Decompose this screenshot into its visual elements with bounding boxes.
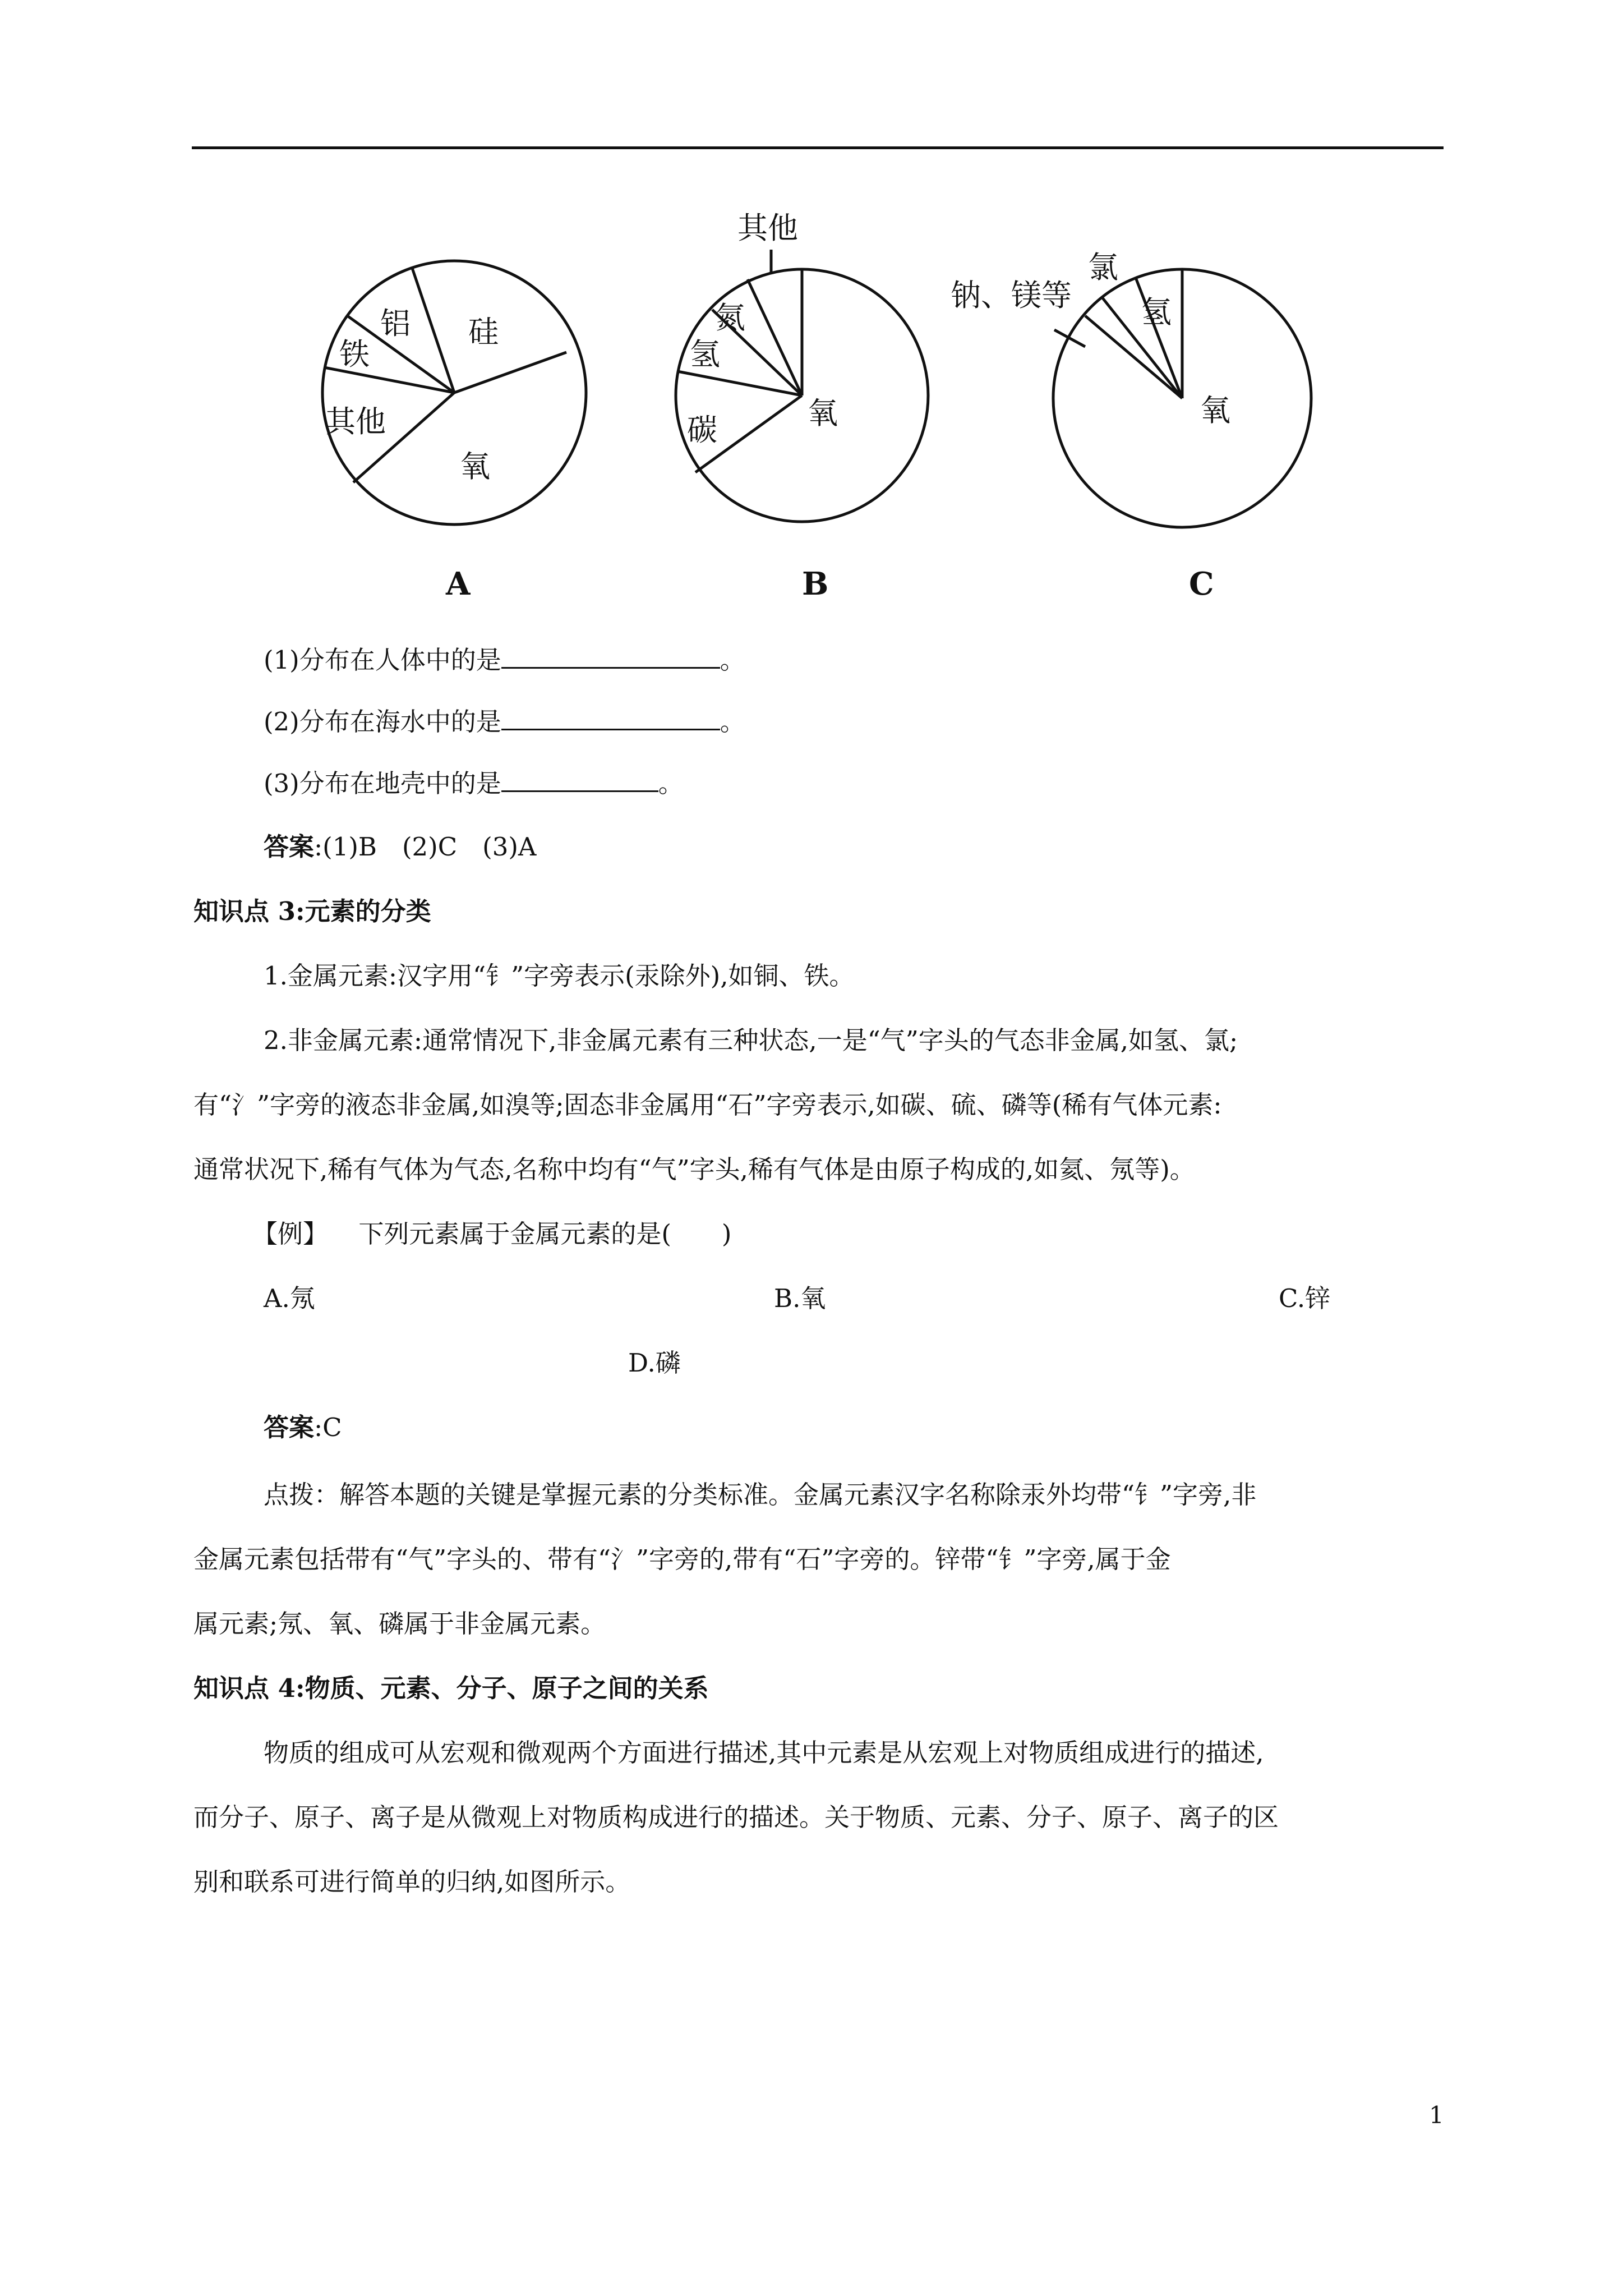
- answer-blank[interactable]: [501, 766, 658, 792]
- example-stem: 下列元素属于金属元素的是( ): [358, 1219, 732, 1249]
- slice-label: 氧: [460, 449, 490, 484]
- hint-line: 金属元素包括带有“气”字头的、带有“氵”字旁的,带有“石”字旁的。锌带“钅”字旁,属于金: [193, 1544, 1171, 1574]
- answer-blank[interactable]: [501, 704, 720, 730]
- header-rule: [192, 146, 1444, 149]
- hint-line: 属元素;氖、氧、磷属于非金属元素。: [193, 1609, 606, 1639]
- question-2: (2)分布在海水中的是 。: [264, 704, 745, 739]
- hint-line: 点拨：解答本题的关键是掌握元素的分类标准。金属元素汉字名称除汞外均带“钅”字旁,非: [264, 1480, 1257, 1510]
- paragraph-line: 2.非金属元素:通常情况下,非金属元素有三种状态,一是“气”字头的气态非金属,如氢、氯;: [264, 1025, 1238, 1055]
- slice-label: 硅: [468, 314, 499, 349]
- pie-chart-c: [1053, 269, 1311, 527]
- example-tag: 【例】: [252, 1219, 329, 1249]
- paragraph-line: 而分子、原子、离子是从微观上对物质构成进行的描述。关于物质、元素、分子、原子、离子的区: [193, 1802, 1279, 1832]
- slice-label: 碳: [687, 412, 717, 448]
- example: [252, 1217, 731, 1251]
- chart-label-c: C: [1189, 565, 1214, 602]
- chart-label-b: B: [802, 565, 829, 602]
- section-title-4: 知识点 4:物质、元素、分子、原子之间的关系: [193, 1673, 709, 1703]
- paragraph: 1.金属元素:汉字用“钅”字旁表示(汞除外),如铜、铁。: [264, 961, 855, 991]
- pie-chart-a: [322, 261, 586, 524]
- option-d: D.磷: [628, 1348, 681, 1378]
- section-title-3: 知识点 3:元素的分类: [193, 896, 431, 926]
- paragraph-line: 通常状况下,稀有气体为气态,名称中均有“气”字头,稀有气体是由原子构成的,如氦、氖等)。: [193, 1154, 1195, 1184]
- paragraph-line: 有“氵”字旁的液态非金属,如溴等;固态非金属用“石”字旁表示,如碳、硫、磷等(稀有气体元素:: [193, 1090, 1222, 1120]
- slice-label: 铁: [339, 337, 370, 372]
- slice-label: 氢: [1141, 295, 1172, 330]
- option-b: B.氧: [774, 1283, 826, 1313]
- slice-label: 氮: [715, 300, 745, 335]
- slice-label: 氧: [808, 395, 838, 431]
- pie-chart-b: [676, 250, 928, 522]
- pie-charts: [0, 191, 1623, 606]
- slice-label: 氢: [690, 337, 720, 372]
- paragraph-line: 物质的组成可从宏观和微观两个方面进行描述,其中元素是从宏观上对物质组成进行的描述,: [264, 1738, 1264, 1768]
- slice-label: 氧: [1200, 393, 1230, 428]
- answer-2: 答案:C: [264, 1412, 342, 1442]
- answer-blank[interactable]: [501, 642, 720, 669]
- answer-1: 答案:(1)B (2)C (3)A: [264, 832, 537, 862]
- page-number: 1: [1429, 2101, 1444, 2129]
- slice-label: 其他: [325, 404, 386, 439]
- slice-label: 钠、镁等: [951, 278, 1072, 313]
- slice-label: 其他: [737, 210, 798, 246]
- option-c: C.锌: [1279, 1283, 1331, 1313]
- option-a: A.氖: [264, 1283, 315, 1313]
- paragraph-line: 别和联系可进行简单的归纳,如图所示。: [193, 1867, 631, 1897]
- question-1: (1)分布在人体中的是 。: [264, 642, 745, 677]
- chart-label-a: A: [446, 565, 471, 602]
- slice-label: 氯: [1088, 250, 1118, 285]
- slice-label: 铝: [380, 306, 411, 341]
- question-3: (3)分布在地壳中的是 。: [264, 766, 684, 800]
